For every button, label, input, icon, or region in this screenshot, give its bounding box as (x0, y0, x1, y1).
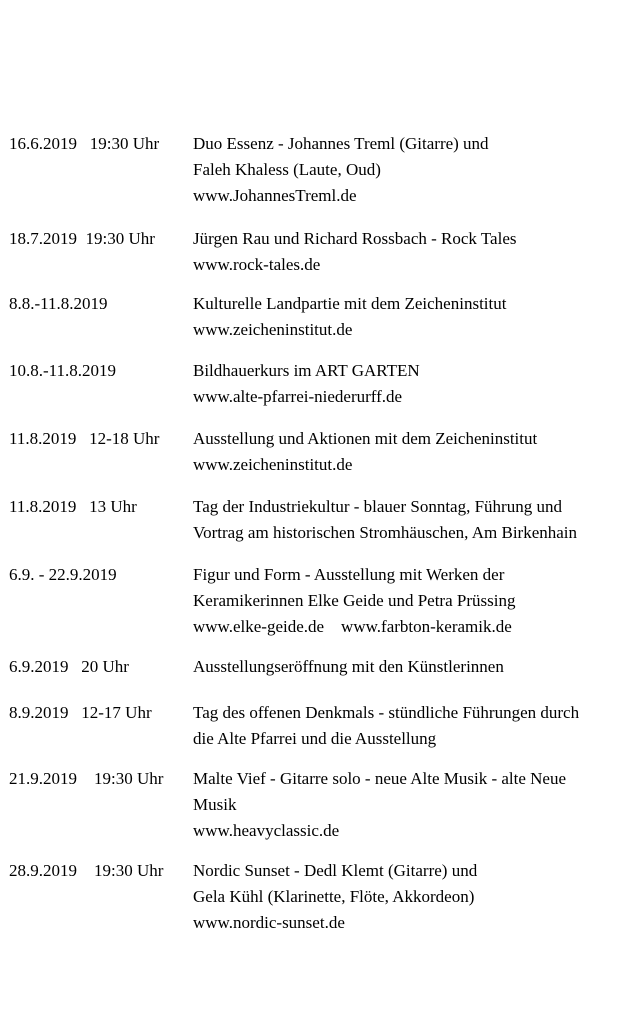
event-description-line: Ausstellung und Aktionen mit dem Zeicheninstitut (193, 429, 538, 448)
event-website: www.JohannesTreml.de (193, 186, 357, 205)
event-description-line: Nordic Sunset - Dedl Klemt (Gitarre) und (193, 861, 478, 880)
event-website: www.zeicheninstitut.de (193, 320, 353, 339)
event-date: 18.7.2019 19:30 Uhr (9, 229, 155, 248)
event-description-line: Jürgen Rau und Richard Rossbach - Rock Tales (193, 229, 517, 248)
event-date: 10.8.-11.8.2019 (9, 361, 117, 380)
event-website: www.nordic-sunset.de (193, 913, 345, 932)
event-description-line: Faleh Khaless (Laute, Oud) (193, 160, 381, 179)
event-date: 11.8.2019 12-18 Uhr (9, 429, 160, 448)
event-description-line: Vortrag am historischen Stromhäuschen, Am Birkenhain (193, 523, 578, 542)
event-description-line: Figur und Form - Ausstellung mit Werken der (193, 565, 505, 584)
event-description-line: Musik (193, 795, 237, 814)
event-date: 8.9.2019 12-17 Uhr (9, 703, 152, 722)
event-description (193, 858, 633, 936)
event-description (193, 131, 633, 209)
event-description (193, 766, 633, 844)
event-description (193, 426, 633, 478)
event-description-line: Tag des offenen Denkmals - stündliche Führungen durch (193, 703, 580, 722)
event-date: 16.6.2019 19:30 Uhr (9, 134, 160, 153)
event-description-line: die Alte Pfarrei und die Ausstellung (193, 729, 437, 748)
event-website: www.alte-pfarrei-niederurff.de (193, 387, 403, 406)
event-description-line: Ausstellungseröffnung mit den Künstlerinnen (193, 657, 504, 676)
event-description-line: Duo Essenz - Johannes Treml (Gitarre) und (193, 134, 489, 153)
event-description (193, 226, 633, 278)
event-date: 21.9.2019 19:30 Uhr (9, 769, 164, 788)
event-description-line: Malte Vief - Gitarre solo - neue Alte Musik - alte Neue (193, 769, 567, 788)
event-date: 8.8.-11.8.2019 (9, 294, 108, 313)
event-description (193, 494, 633, 546)
event-description (193, 700, 633, 752)
event-date: 11.8.2019 13 Uhr (9, 497, 137, 516)
event-date: 6.9. - 22.9.2019 (9, 565, 117, 584)
event-description-line: Gela Kühl (Klarinette, Flöte, Akkordeon) (193, 887, 475, 906)
event-website: www.elke-geide.de www.farbton-keramik.de (193, 617, 512, 636)
event-date: 6.9.2019 20 Uhr (9, 657, 129, 676)
event-website: www.zeicheninstitut.de (193, 455, 353, 474)
event-description (193, 562, 633, 640)
event-website: www.rock-tales.de (193, 255, 321, 274)
event-description-line: Kulturelle Landpartie mit dem Zeicheninstitut (193, 294, 507, 313)
event-description (193, 654, 633, 680)
event-description (193, 358, 633, 410)
event-description-line: Keramikerinnen Elke Geide und Petra Prüssing (193, 591, 516, 610)
event-date: 28.9.2019 19:30 Uhr (9, 861, 164, 880)
event-website: www.heavyclassic.de (193, 821, 340, 840)
event-description-line: Tag der Industriekultur - blauer Sonntag, Führung und (193, 497, 562, 516)
event-description (193, 291, 633, 343)
event-description-line: Bildhauerkurs im ART GARTEN (193, 361, 420, 380)
